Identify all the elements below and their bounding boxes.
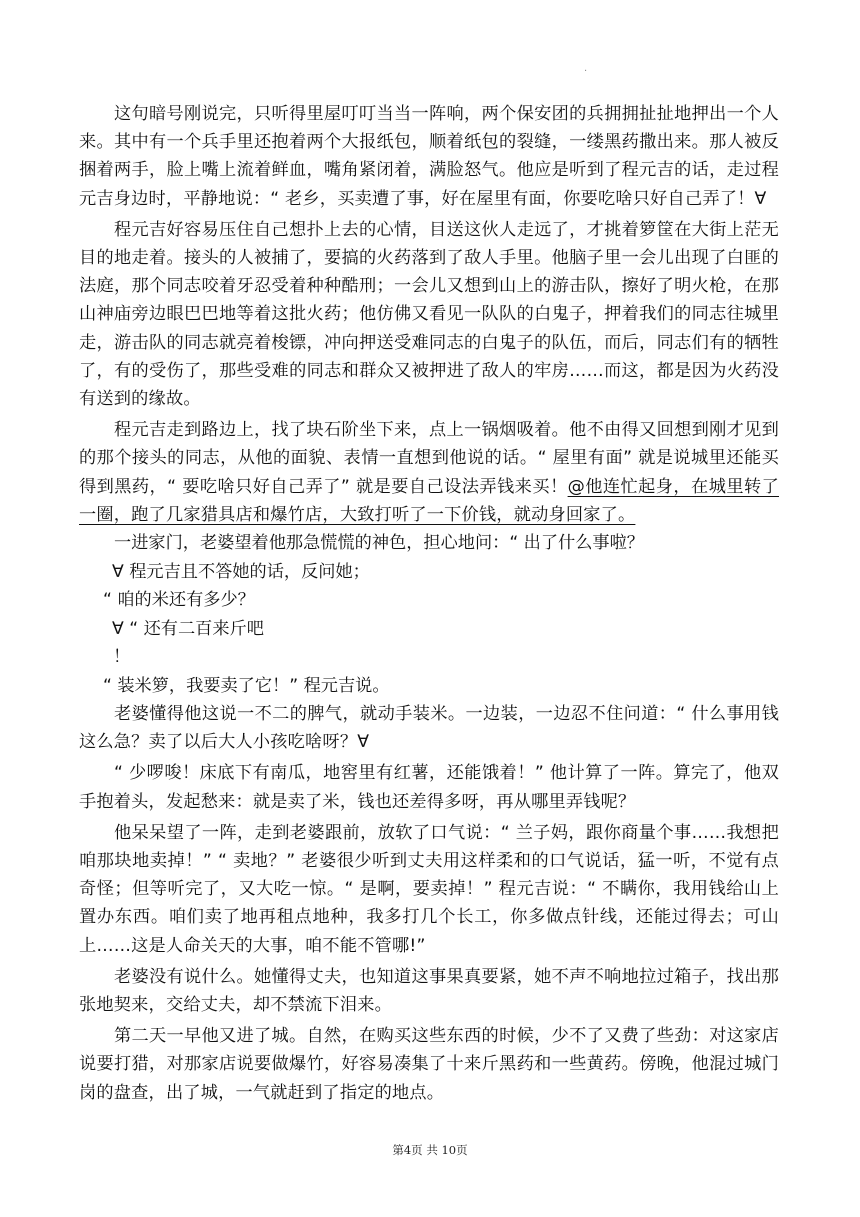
paragraph-6: 他呆呆望了一阵，走到老婆跟前，放软了口气说：“ 兰子妈，跟你商量个事……我想把咱那块地卖掉！” “ 卖地？” 老婆很少听到丈夫用这样柔和的口气说话，猛一听，不觉有点奇怪；但等听完了，又大吃一惊。“ 是啊，要卖掉！” 程元吉说：“ 不瞒你，我用钱给山上置办东西。咱们卖了地再租点地种，我多打几个长工，你多做点针线，还能过得去；可山上……这是人命关天的大事，咱不能不管哪!” (79, 822, 779, 956)
paragraph-5: “ 少啰唆！床底下有南瓜，地窖里有红薯，还能饿着！” 他计算了一阵。算完了，他双手抱着头，发起愁来：就是卖了米，钱也还差得多呀，再从哪里弄钱呢？ (79, 763, 779, 812)
dialogue-line-3: “ 咱的米还有多少？ (103, 590, 255, 611)
page-footer: 第4页 共 10页 (392, 1143, 468, 1157)
paragraph-1: 这句暗号刚说完，只听得里屋叮叮当当一阵响，两个保安团的兵拥拥扯扯地押出一个人来。其中有一个兵手里还抱着两个大报纸包，顺着纸包的裂缝，一缕黑药撒出来。那人被反捆着两手，脸上嘴上流着鲜血，嘴角紧闭着，满脸怒气。他应是听到了程元吉的话，走过程元吉身边时，平静地说：“ 老乡，买卖遭了事，好在屋里有面，你要吃啥只好自己弄了！∀ (79, 104, 779, 209)
paragraph-7: 老婆没有说什么。她懂得丈夫，也知道这事果真要紧，她不声不响地拉过箱子，找出那张地契来，交给丈夫，却不禁流下泪来。 (79, 966, 779, 1016)
paragraph-3 (79, 416, 779, 529)
dialogue-line-5: ！ (113, 647, 131, 668)
underlined-sentence: @他连忙起身，在城里转了一圈，跑了几家猎具店和爆竹店，大致打听了一下价钱，就动身回家了。 (79, 476, 779, 525)
document-body (79, 100, 779, 1110)
dialogue-line-1: 一进家门，老婆望着他那急慌慌的神色，担心地问：“ 出了什么事啦？ (114, 533, 644, 554)
dialogue-line-2: ∀ 程元吉且不答她的话，反问她； (112, 561, 370, 582)
paragraph-2: 程元吉好容易压住自己想扑上去的心情，目送这伙人走远了，才挑着箩筐在大街上茫无目的地走着。接头的人被捕了，要搞的火药落到了敌人手里。他脑子里一会儿出现了白匪的法庭，那个同志咬着牙忍受着种种酷刑；一会儿又想到山上的游击队，擦好了明火枪，在那山神庙旁边眼巴巴地等着这批火药；他仿佛又看见一队队的白鬼子，押着我们的同志往城里走，游击队的同志就亮着梭镖，冲向押送受难同志的白鬼子的队伍，而后，同志们有的牺牲了，有的受伤了，那些受难的同志和群众又被押进了敌人的牢房……而这，都是因为火药没有送到的缘故。 (79, 219, 779, 410)
dialogue-line-6: “ 装米箩，我要卖了它！” 程元吉说。 (103, 675, 390, 696)
paragraph-3-text: 程元吉走到路边上，找了块石阶坐下来，点上一锅烟吸着。他不由得又回想到刚才见到的那个接头的同志，从他的面貌、表情一直想到他说的话。“ 屋里有面” 就是说城里还能买得到黑药，“ 要吃啥只好自己弄了” 就是要自己设法弄钱来买！ (79, 420, 779, 497)
page-top-mark: · (584, 66, 588, 77)
paragraph-8: 第二天一早他又进了城。自然，在购买这些东西的时候，少不了又费了些劲：对这家店说要打猎，对那家店说要做爆竹，好容易凑集了十来斤黑药和一些黄药。傍晚，他混过城门岗的盘查，出了城，一气就赶到了指定的地点。 (79, 1026, 779, 1103)
dialogue-line-4: ∀ “ 还有二百来斤吧 (112, 618, 264, 639)
paragraph-4: 老婆懂得他这说一不二的脾气，就动手装米。一边装，一边忍不住问道：“ 什么事用钱这么急？卖了以后大人小孩吃啥呀？∀ (79, 704, 779, 753)
